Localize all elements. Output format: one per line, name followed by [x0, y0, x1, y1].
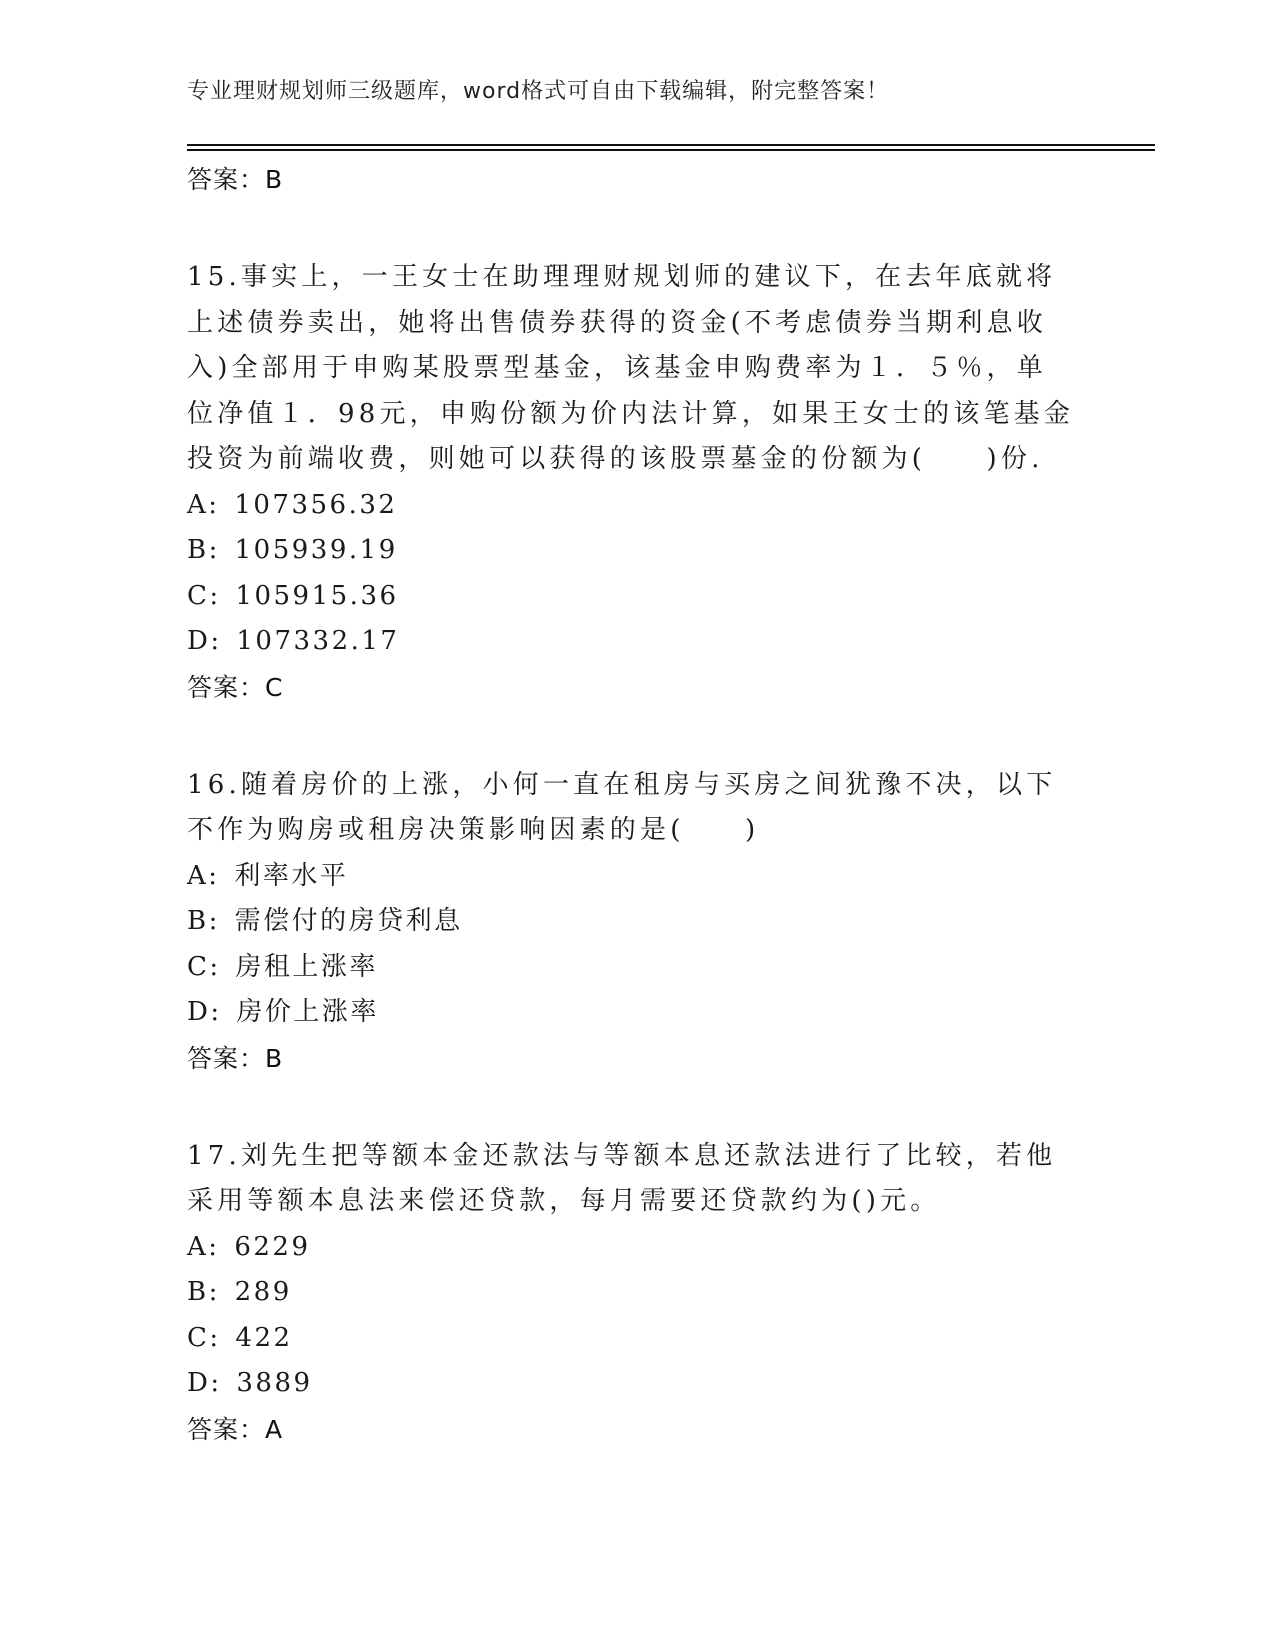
option-key: C: — [187, 1322, 221, 1353]
option-a — [187, 483, 1087, 529]
question-list — [187, 157, 1087, 1453]
question-text: 16.随着房价的上涨，小何一直在租房与买房之间犹豫不决，以下不作为购房或租房决策影响因素的是( ) — [187, 769, 1057, 845]
option-key: D: — [187, 997, 222, 1027]
option-key: A: — [187, 489, 220, 520]
option-c — [187, 945, 1087, 991]
option-text: 107356.32 — [234, 489, 398, 520]
option-text: 需偿付的房贷利息 — [234, 906, 463, 936]
question-text: 15.事实上，一王女士在助理理财规划师的建议下，在去年底就将上述债券卖出，她将出售债券获得的资金(不考虑债券当期利息收入)全部用于申购某股票型基金，该基金申购费率为１．５％，单位净值１．98元，申购份额为价内法计算，如果王女士的该笔基金投资为前端收费，则她可以获得的该股票墓金的份额为( )份. — [187, 262, 1075, 474]
option-key: A: — [187, 1231, 220, 1262]
option-c — [187, 1316, 1087, 1362]
option-text: 105939.19 — [234, 535, 398, 565]
option-text: 房价上涨率 — [236, 997, 379, 1027]
answer: 答案：B — [187, 1043, 284, 1073]
option-d — [187, 1361, 1087, 1407]
option-key: B: — [187, 1277, 220, 1307]
header-rule-bottom — [187, 149, 1155, 151]
question-17 — [187, 1134, 1087, 1453]
option-text: 289 — [234, 1277, 292, 1307]
option-text: 3889 — [236, 1368, 313, 1398]
option-text: 房租上涨率 — [235, 951, 378, 982]
answer: 答案：A — [187, 1414, 284, 1444]
question-16 — [187, 763, 1087, 1082]
option-text: 利率水平 — [234, 860, 349, 891]
option-key: C: — [187, 951, 221, 982]
answer: 答案：C — [187, 672, 284, 702]
option-c — [187, 574, 1087, 620]
option-a — [187, 1225, 1087, 1271]
question-text: 17.刘先生把等额本金还款法与等额本息还款法进行了比较，若他采用等额本息法来偿还贷款，每月需要还贷款约为()元。 — [187, 1140, 1057, 1216]
previous-answer: 答案：B — [187, 165, 284, 194]
option-d — [187, 619, 1087, 665]
option-key: A: — [187, 860, 220, 891]
header-rule-top — [187, 144, 1155, 146]
option-a — [187, 854, 1087, 900]
option-key: D: — [187, 626, 222, 656]
option-key: D: — [187, 1368, 222, 1398]
option-key: B: — [187, 906, 220, 936]
option-b — [187, 899, 1087, 945]
option-b — [187, 528, 1087, 574]
option-d — [187, 990, 1087, 1036]
option-text: 422 — [235, 1322, 293, 1353]
option-b — [187, 1270, 1087, 1316]
question-15 — [187, 255, 1087, 711]
option-key: C: — [187, 580, 221, 611]
option-key: B: — [187, 535, 220, 565]
option-text: 107332.17 — [236, 626, 400, 656]
page-header: 专业理财规划师三级题库，word格式可自由下载编辑，附完整答案！ — [187, 79, 890, 104]
option-text: 6229 — [234, 1231, 311, 1262]
option-text: 105915.36 — [235, 580, 399, 611]
